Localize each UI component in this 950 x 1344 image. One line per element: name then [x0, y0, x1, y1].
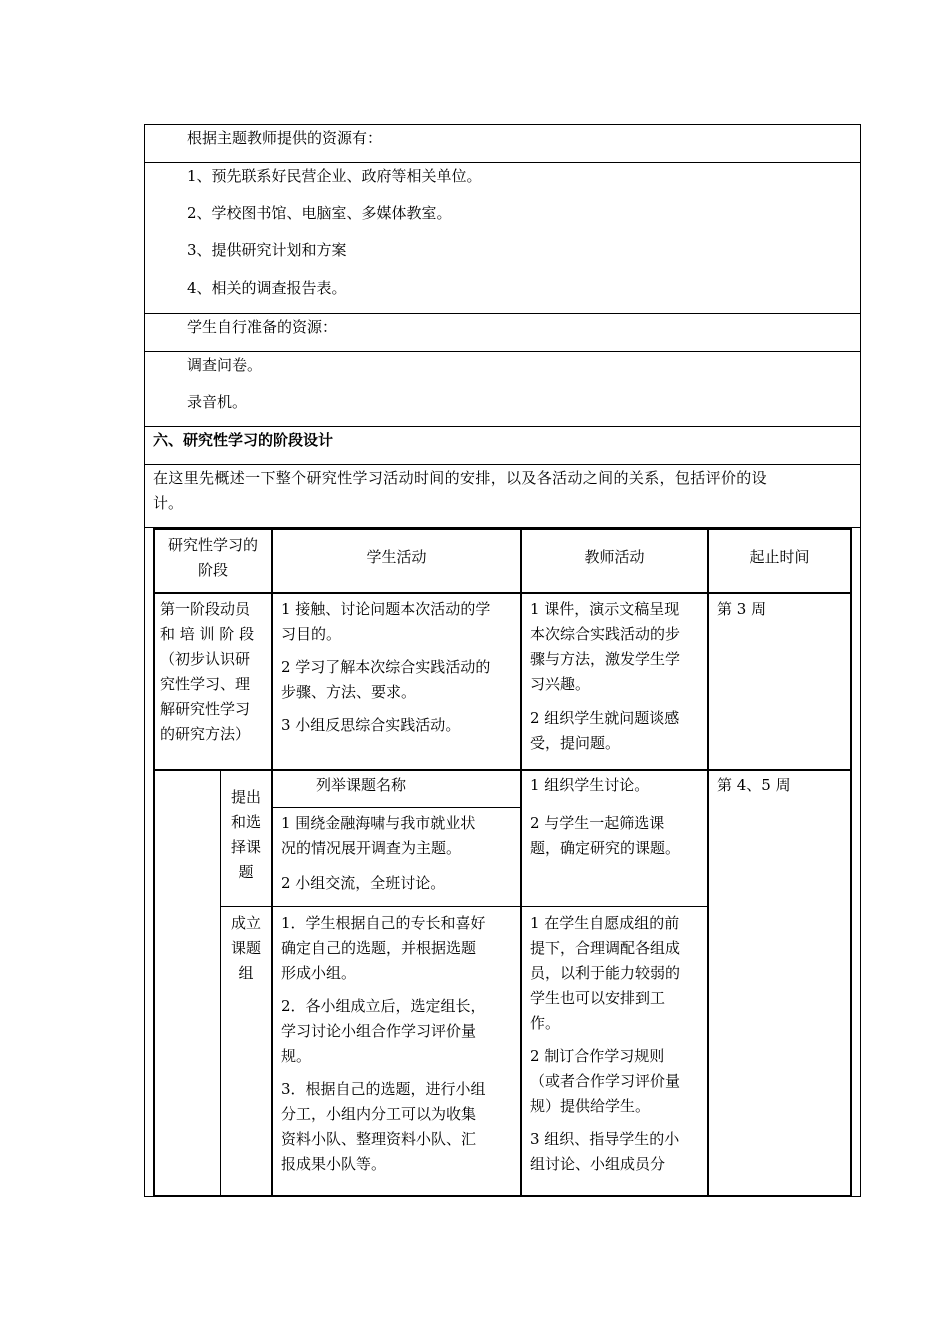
table-border [153, 592, 852, 594]
table-border [153, 528, 852, 530]
row2-sub1-teacher-activity: 1 组织学生讨论。 2 与学生一起筛选课 题，确定研究的课题。 [530, 776, 681, 857]
teacher-resource-item: 1、预先联系好民营企业、政府等相关单位。 [187, 167, 482, 185]
student-resource-item: 调查问卷。 [187, 356, 263, 374]
row2-sub1-student-activity: 1 围绕金融海啸与我市就业状 况的情况展开调查为主题。 2 小组交流，全班讨论。 [281, 814, 476, 892]
teacher-resource-item: 4、相关的调查报告表。 [187, 279, 347, 297]
teacher-resource-item: 3、提供研究计划和方案 [187, 241, 347, 259]
row-divider [145, 313, 860, 314]
row1-stage: 第一阶段动员 和 培 训 阶 段 （初步认识研 究性学习、理 解研究性学习 的研究方法） [160, 600, 255, 743]
header-stage: 研究性学习的 阶段 [167, 536, 258, 579]
table-border [220, 906, 708, 907]
row-divider [145, 351, 860, 352]
student-resources-header: 学生自行准备的资源： [187, 318, 338, 336]
table-border [220, 770, 221, 1197]
teacher-resources-header: 根据主题教师提供的资源有： [187, 129, 383, 147]
row2-sub1-label: 提出 和选 择课 题 [230, 788, 261, 881]
row2-time: 第 4、5 周 [717, 776, 791, 794]
row2-sub2-label: 成立 课题 组 [230, 914, 261, 982]
section-intro-line: 计。 [153, 494, 184, 512]
section-title: 六、研究性学习的阶段设计 [153, 431, 334, 449]
table-border [520, 528, 522, 1197]
table-border [272, 807, 521, 808]
row-divider [145, 426, 860, 427]
row2-sub2-student-activity: 1．学生根据自己的专长和喜好 确定自己的选题，并根据选题 形成小组。 2．各小组成立后，选定组长， 学习讨论小组合作学习评价量 规。 3．根据自己的选题，进行小组 分工，小组内分工可以为收集 资料小队、整理资料小队、汇 报成果小队等。 [281, 914, 486, 1173]
row2-sub2-teacher-activity: 1 在学生自愿成组的前 提下，合理调配各组成 员，以利于能力较弱的 学生也可以安排到工 作。 2 制订合作学习规则 （或者合作学习评价量 规）提供给学生。 3 组织、指导学生的小 组讨论、小组成员分 [530, 914, 681, 1173]
table-border [271, 528, 273, 1197]
row2-topic-list-header: 列举课题名称 [316, 776, 407, 794]
table-border [153, 528, 155, 1197]
row1-student-activity: 1 接触、讨论问题本次活动的学 习目的。 2 学习了解本次综合实践活动的 步骤、方法、要求。 3 小组反思综合实践活动。 [281, 600, 491, 734]
table-border [707, 528, 709, 1197]
student-resource-item: 录音机。 [187, 393, 248, 411]
header-teacher-activity: 教师活动 [584, 548, 645, 566]
row1-teacher-activity: 1 课件，演示文稿呈现 本次综合实践活动的步 骤与方法，激发学生学 习兴趣。 2 组织学生就问题谈感 受，提问题。 [530, 600, 681, 752]
row1-time: 第 3 周 [717, 600, 767, 618]
section-intro-line: 在这里先概述一下整个研究性学习活动时间的安排，以及各活动之间的关系，包括评价的设 [153, 469, 768, 487]
table-border [153, 1195, 852, 1197]
header-student-activity: 学生活动 [366, 548, 427, 566]
header-time: 起止时间 [749, 548, 810, 566]
table-border [850, 528, 852, 1197]
row-divider [145, 464, 860, 465]
teacher-resource-item: 2、学校图书馆、电脑室、多媒体教室。 [187, 204, 452, 222]
table-border [153, 769, 852, 771]
row-divider [145, 162, 860, 163]
